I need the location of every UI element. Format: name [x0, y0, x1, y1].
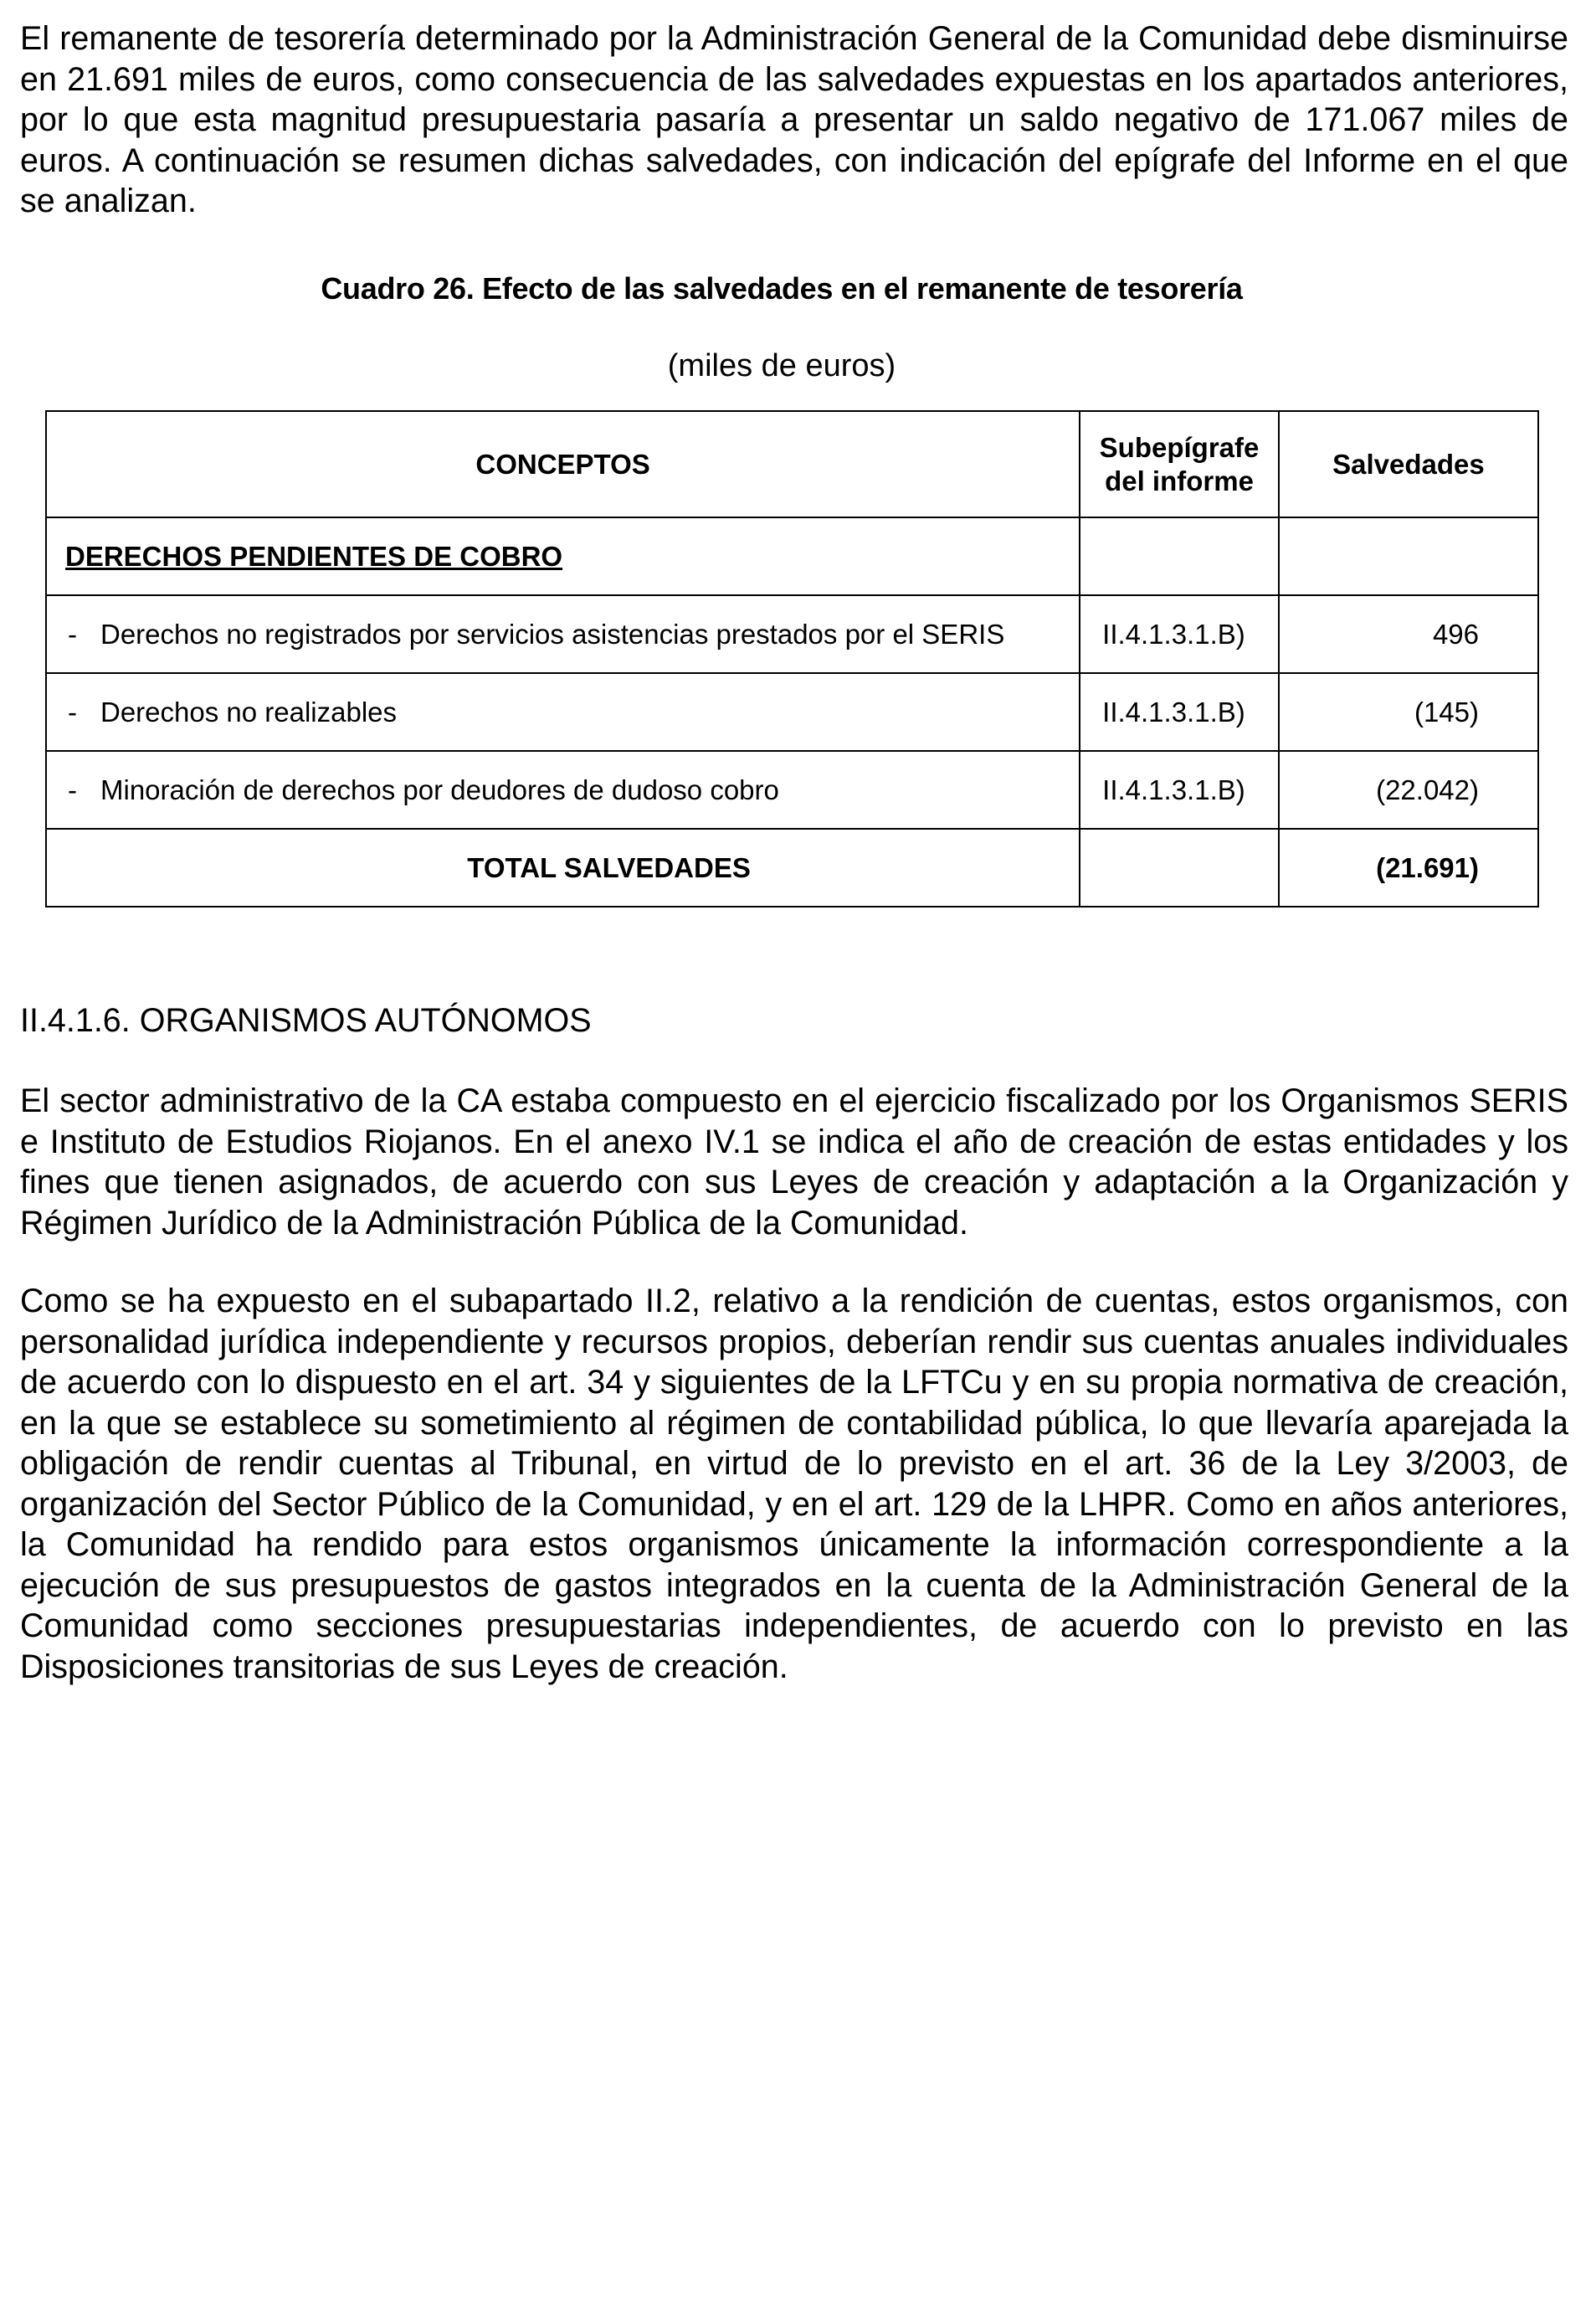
table-units: (miles de euros) [667, 347, 896, 383]
row-concept-text: Derechos no realizables [100, 696, 398, 728]
row-concept [46, 751, 1080, 829]
salvedades-table [45, 410, 1539, 907]
header-subepigrafe [1080, 411, 1279, 517]
row-amount: (22.042) [1279, 751, 1538, 829]
row-concept-text: Minoración de derechos por deudores de dudoso cobro [100, 774, 779, 805]
header-subepigrafe-line1: Subepígrafe [1099, 431, 1260, 463]
total-row [46, 829, 1538, 907]
empty-cell [1080, 517, 1279, 595]
header-salvedades: Salvedades [1279, 411, 1538, 517]
section-heading-row [46, 517, 1538, 595]
row-concept [46, 673, 1080, 751]
section-title: II.4.1.6. ORGANISMOS AUTÓNOMOS [20, 1002, 592, 1039]
intro-paragraph: El remanente de tesorería determinado por la Administración General de la Comunidad debe disminuirse en 21.691 miles de euros, como consecuencia de las salvedades expuestas en los apartados anteriores, por lo que esta magnitud presupuestaria pasaría a presentar un saldo negativo de 171.067 miles de euros. A continuación se resumen dichas salvedades, con indicación del epígrafe del Informe en el que se analizan. [20, 20, 1568, 219]
row-ref: II.4.1.3.1.B) [1080, 673, 1279, 751]
document-page [20, 18, 1568, 384]
table-caption: Cuadro 26. Efecto de las salvedades en el remanente de tesorería [321, 270, 1243, 306]
header-subepigrafe-line2: del informe [1105, 465, 1254, 496]
row-concept-text: Derechos no registrados por servicios asistencias prestados por el SERIS [100, 618, 1005, 650]
paragraph-rendicion: Como se ha expuesto en el subapartado II.2, relativo a la rendición de cuentas, estos organismos, con personalidad jurídica independiente y recursos propios, deberían rendir sus cuentas anuales individuales de acuerdo con lo dispuesto en el art. 34 y siguientes de la LFTCu y en su propia normativa de creación, en la que se establece su sometimiento al régimen de contabilidad pública, lo que llevaría aparejada la obligación de rendir cuentas al Tribunal, en virtud de lo previsto en el art. 36 de la Ley 3/2003, de organización del Sector Público de la Comunidad, y en el art. 129 de la LHPR. Como en años anteriores, la Comunidad ha rendido para estos organismos únicamente la información correspondiente a la ejecución de sus presupuestos de gastos integrados en la cuenta de la Administración General de la Comunidad como secciones presupuestarias independientes, de acuerdo con lo previsto en las Disposiciones transitorias de sus Leyes de creación. [20, 1283, 1568, 1685]
paragraph-block [20, 1281, 1568, 1687]
paragraph-organismos: El sector administrativo de la CA estaba compuesto en el ejercicio fiscalizado por los Organismos SERIS e Instituto de Estudios Riojanos. En el anexo IV.1 se indica el año de creación de estas entidades y los fines que tienen asignados, de acuerdo con sus Leyes de creación y adaptación a la Organización y Régimen Jurídico de la Administración Pública de la Comunidad. [20, 1082, 1568, 1242]
empty-cell [1080, 829, 1279, 907]
total-amount: (21.691) [1279, 829, 1538, 907]
row-amount: (145) [1279, 673, 1538, 751]
paragraph-block [20, 1081, 1568, 1243]
row-amount: 496 [1279, 595, 1538, 673]
row-dash: - [68, 618, 77, 650]
table-row [46, 751, 1538, 829]
table-row [46, 595, 1538, 673]
row-ref: II.4.1.3.1.B) [1080, 751, 1279, 829]
row-dash: - [68, 774, 77, 805]
row-dash: - [68, 696, 77, 728]
header-conceptos: CONCEPTOS [46, 411, 1080, 517]
empty-cell [1279, 517, 1538, 595]
table-row [46, 673, 1538, 751]
row-ref: II.4.1.3.1.B) [1080, 595, 1279, 673]
total-label: TOTAL SALVEDADES [46, 829, 1080, 907]
table-header-row [46, 411, 1538, 517]
section-heading: DERECHOS PENDIENTES DE COBRO [46, 517, 1080, 595]
row-concept [46, 595, 1080, 673]
